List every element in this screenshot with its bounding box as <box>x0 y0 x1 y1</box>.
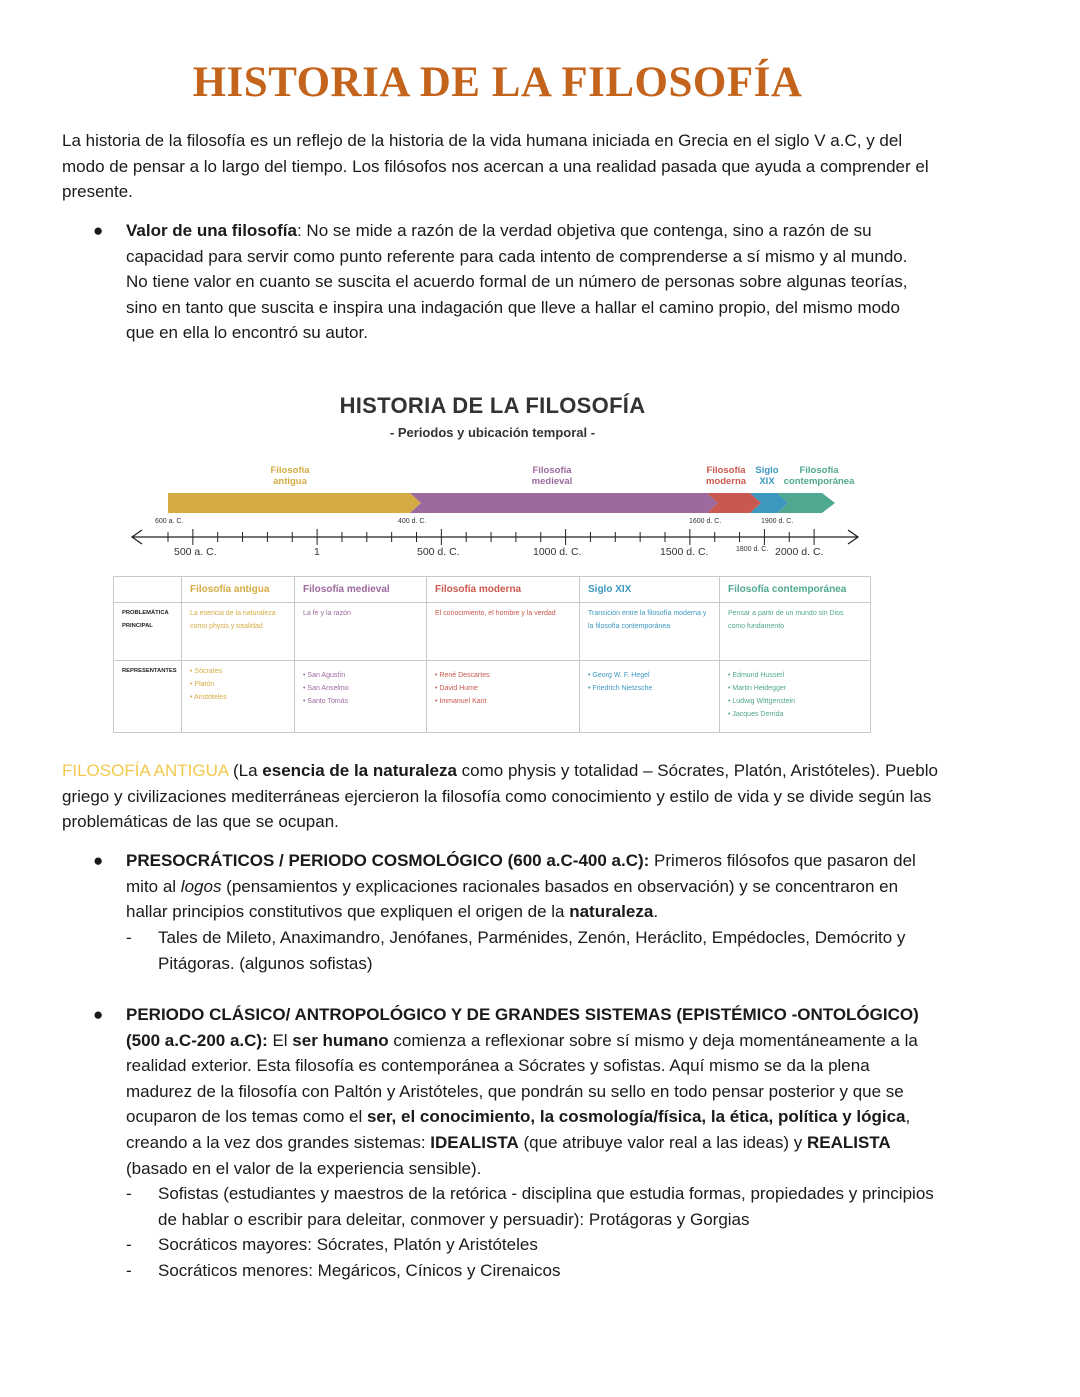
intro-paragraph: La historia de la filosofía es un reflejo de la historia de la vida humana iniciada en Grecia en el siglo V a.C, y del modo de pensar a lo largo del tiempo. Los filósofos nos acercan a una realidad pasada que ayuda a comprender el presente. <box>62 131 929 202</box>
table-row <box>114 603 871 661</box>
bullet-dot: ● <box>93 221 104 240</box>
presocraticos-bullet: PRESOCRÁTICOS / PERIODO COSMOLÓGICO (600 a.C-400 a.C): Primeros filósofos que pasaron del mito al logos (pensamientos y explicaciones racionales basados en observación) y se concentraron en hallar principios constitutivos que expliquen el origen de la naturaleza. <box>126 851 916 922</box>
clasico-bullet: PERIODO CLÁSICO/ ANTROPOLÓGICO Y DE GRANDES SISTEMAS (EPISTÉMICO -ONTOLÓGICO) (500 a.C-200 a.C): El ser humano comienza a reflexionar sobre sí mismo y deja momentáneamente a la realidad exterior. Esta filosofía es contemporánea a Sócrates y sofistas. Aquí mismo se da la plena madurez de la filosofía con Paltón y Aristóteles, que pondrán su sello en todo pensar posterior y que se ocuparon de los temas como el ser, el conocimiento, la cosmología/física, la ética, política y lógica, creando a la vez dos grandes sistemas: IDEALISTA (que atribuye valor real a las ideas) y REALISTA (basado en el valor de la experiencia sensible). <box>126 1005 919 1178</box>
bullet-dot: ● <box>93 1005 104 1024</box>
row-head-representantes: REPRESENTANTES <box>114 661 182 733</box>
table-cell: Pensar a partir de un mundo sin Dios como fundamento <box>720 603 871 661</box>
valor-label: Valor de una filosofía <box>126 221 297 240</box>
table-cell: La fe y la razón <box>295 603 427 661</box>
table-header-row <box>114 577 871 603</box>
boundary-label: 600 a. C. <box>155 518 184 525</box>
table-cell: • San Agustín • San Anselmo • Santo Tomás <box>295 661 427 733</box>
infographic-title: HISTORIA DE LA FILOSOFÍA <box>339 393 646 418</box>
valor-text-1: : No se mide a razón de la verdad objetiva que contenga, sino a razón de su capacidad para servir como punto referente para cada intento de comprenderse a sí mismo y al mundo. <box>126 221 908 266</box>
table-header: Filosofía antigua <box>182 577 295 603</box>
valor-bullet <box>126 218 926 346</box>
period-label-xix: Siglo XIX <box>755 465 779 487</box>
period-label-medieval: Filosofía medieval <box>531 465 573 487</box>
table-cell: • Edmund Husserl • Martin Heidegger • Ludwig Wittgenstein • Jacques Derrida <box>720 661 871 733</box>
valor-text-2: No tiene valor en cuanto se suscita el acuerdo formal de un número de personas sobre algunas teorías, sino en tanto que suscita e inspira una indagación que lleve a hallar el camino propio, del mismo modo que en ella lo encontró su autor. <box>126 272 908 343</box>
row-head-problematica: PROBLEMÁTICA PRINCIPAL <box>114 603 182 661</box>
period-label-contemporanea: Filosofía contemporánea <box>783 465 855 487</box>
table-header: Siglo XIX <box>580 577 720 603</box>
axis-label: 1800 d. C. <box>736 546 769 553</box>
timeline-svg <box>110 385 875 570</box>
clasico-label: PERIODO CLÁSICO/ ANTROPOLÓGICO Y DE GRANDES SISTEMAS (EPISTÉMICO -ONTOLÓGICO) (500 a.C-200 a.C): <box>126 1005 919 1050</box>
table-header: Filosofía moderna <box>427 577 580 603</box>
axis-label: 2000 d. C. <box>775 546 824 558</box>
infographic-subtitle: - Periodos y ubicación temporal - <box>389 425 596 440</box>
table-cell: La esencia de la naturaleza como physis y totalidad <box>182 603 295 661</box>
table-header: Filosofía contemporánea <box>720 577 871 603</box>
axis-label: 500 d. C. <box>417 546 460 558</box>
table-cell: • Georg W. F. Hegel • Friedrich Nietzsche <box>580 661 720 733</box>
page-title: HISTORIA DE LA FILOSOFÍA <box>192 59 803 106</box>
philosophy-table <box>113 576 871 733</box>
antigua-heading: FILOSOFÍA ANTIGUA <box>62 761 229 780</box>
period-label-antigua: Filosofía antigua <box>270 465 310 487</box>
period-arrow-medieval <box>410 493 718 513</box>
axis-label: 1500 d. C. <box>660 546 709 558</box>
period-label-moderna: Filosofía moderna <box>705 465 747 487</box>
table-cell: Transición entre la filosofía moderna y la filosofía contemporánea <box>580 603 720 661</box>
axis-label: 1 <box>314 546 320 558</box>
antigua-paragraph: FILOSOFÍA ANTIGUA (La esencia de la naturaleza como physis y totalidad – Sócrates, Platón, Aristóteles). Pueblo griego y civilizaciones mediterráneas ejercieron la filosofía como conocimiento y estilo de vida y se divide según las problemáticas de las que se ocupan. <box>62 761 938 832</box>
timeline-infographic <box>110 385 875 730</box>
table-cell: El conocimiento, el hombre y la verdad <box>427 603 580 661</box>
table-cell: • Sócrates • Platón • Aristóteles <box>182 661 295 733</box>
table-header: Filosofía medieval <box>295 577 427 603</box>
table-cell: • René Descartes • David Hume • Immanuel Kant <box>427 661 580 733</box>
boundary-label: 1600 d. C. <box>689 518 722 525</box>
period-arrow-antigua <box>168 493 421 513</box>
presocraticos-label: PRESOCRÁTICOS / PERIODO COSMOLÓGICO (600 a.C-400 a.C): <box>126 851 650 870</box>
bullet-dot: ● <box>93 851 104 870</box>
axis-label: 500 a. C. <box>174 546 217 558</box>
boundary-label: 400 d. C. <box>398 518 427 525</box>
table-row <box>114 661 871 733</box>
axis-label: 1000 d. C. <box>533 546 582 558</box>
boundary-label: 1900 d. C. <box>761 518 794 525</box>
